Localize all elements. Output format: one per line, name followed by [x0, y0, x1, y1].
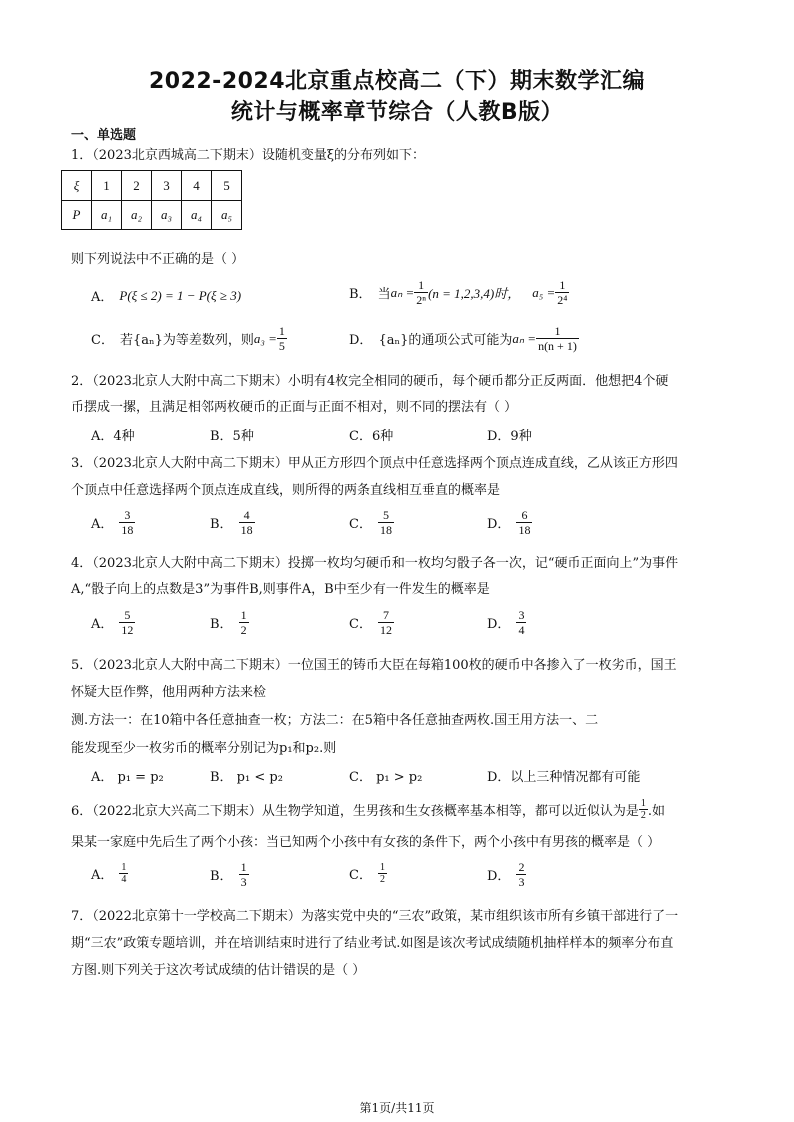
denominator: 2 [240, 623, 247, 637]
numerator: 1 [121, 862, 127, 873]
section-heading: 一、单选题 [71, 128, 137, 143]
option-label: D． [349, 333, 373, 348]
fraction [378, 608, 394, 637]
page-number: 第1页/共11页 [359, 1101, 435, 1115]
fraction [378, 508, 394, 537]
fraction [239, 860, 249, 889]
option-label: A． [91, 868, 114, 883]
option-label: D． [487, 517, 511, 532]
option-label: A． [91, 290, 114, 305]
table-cell: 4 [182, 171, 212, 201]
fraction [639, 798, 648, 821]
q3-option-a[interactable] [91, 508, 135, 537]
q3-option-b[interactable] [210, 508, 255, 537]
fraction [277, 324, 287, 353]
fraction [414, 278, 428, 307]
option-label: B． [210, 517, 233, 532]
q2-line: 2．（2023北京人大附中高二下期末）小明有4枚完全相同的硬币，每个硬币都分正反两面．他想把4个硬 [71, 374, 669, 389]
denominator: 5 [278, 339, 285, 353]
denominator: 2ⁿ [416, 293, 427, 307]
q2-option-c[interactable]: C．6种 [349, 429, 394, 444]
table-cell: a₁ [92, 201, 122, 230]
numerator: 4 [243, 508, 250, 522]
numerator: 1 [379, 862, 385, 873]
option-formula: aₙ = [390, 284, 415, 300]
fraction [239, 508, 255, 537]
q6-line [71, 798, 665, 821]
q1-option-b[interactable] [349, 278, 569, 307]
fraction [119, 608, 135, 637]
option-formula: P(ξ ≤ 2) = 1 − P(ξ ≥ 3) [119, 287, 242, 303]
q2-option-b[interactable]: B．5种 [210, 429, 254, 444]
option-formula: a₅ = [532, 284, 556, 300]
numerator: 3 [518, 608, 525, 622]
q6-option-a[interactable] [91, 862, 128, 885]
q4-option-b[interactable] [210, 608, 249, 637]
denominator: 12 [379, 623, 392, 637]
q4-line: A,“骰子向上的点数是3”为事件B,则事件A，B中至少有一件发生的概率是 [71, 582, 490, 597]
denominator: 3 [240, 875, 247, 889]
numerator: 1 [278, 324, 285, 338]
numerator: 2 [518, 860, 525, 874]
table-cell: 1 [92, 171, 122, 201]
distribution-table [61, 170, 242, 230]
q5-line: 能发现至少一枚劣币的概率分别记为p₁和p₂.则 [71, 741, 337, 756]
fraction [239, 608, 249, 637]
denominator: 18 [379, 523, 392, 537]
fraction [536, 324, 579, 353]
table-row [62, 201, 242, 230]
q2-option-a[interactable]: A．4种 [91, 429, 135, 444]
fraction [516, 860, 526, 889]
denominator: n(n + 1) [538, 339, 577, 353]
table-row [62, 171, 242, 201]
option-label: B． [210, 617, 233, 632]
q5-option-a[interactable]: A． p₁ = p₂ [91, 770, 164, 785]
q7-line: 期“三农”政策专题培训，并在培训结束时进行了结业考试.如图是该次考试成绩随机抽样样本的频率分布直 [71, 936, 674, 951]
q4-option-c[interactable] [349, 608, 394, 637]
denominator: 18 [240, 523, 253, 537]
q2-option-d[interactable]: D．9种 [487, 429, 532, 444]
option-label: C． [349, 868, 372, 883]
option-label: A． [91, 517, 114, 532]
q4-option-a[interactable] [91, 608, 135, 637]
q6-option-b[interactable] [210, 860, 249, 889]
q1-option-a[interactable] [91, 286, 241, 305]
q7-line: 7．（2022北京第十一学校高二下期末）为落实党中央的“三农”政策，某市组织该市所有乡镇干部进行了一 [71, 909, 679, 924]
numerator: 5 [382, 508, 389, 522]
option-label: C． [349, 617, 372, 632]
q6-option-c[interactable] [349, 862, 387, 885]
q5-option-c[interactable]: C． p₁ > p₂ [349, 770, 423, 785]
numerator: 7 [382, 608, 389, 622]
q5-line: 测.方法一：在10箱中各任意抽查一枚；方法二：在5箱中各任意抽查两枚.国王用方法一、二 [71, 713, 599, 728]
option-label: B． [210, 869, 233, 884]
q3-line: 3．（2023北京人大附中高二下期末）甲从正方形四个顶点中任意选择两个顶点连成直线，乙从该正方形四 [71, 456, 678, 471]
fraction [516, 608, 526, 637]
denominator: 18 [518, 523, 531, 537]
denominator: 18 [121, 523, 134, 537]
numerator: 5 [124, 608, 131, 622]
q1-option-d[interactable] [349, 324, 579, 353]
q5-line: 5．（2023北京人大附中高二下期末）一位国王的铸币大臣在每箱100枚的硬币中各掺入了一枚劣币，国王 [71, 658, 677, 673]
q1-option-c[interactable] [91, 324, 287, 353]
table-cell: a₄ [182, 201, 212, 230]
table-cell: 2 [122, 171, 152, 201]
fraction [378, 862, 387, 885]
q7-line: 方图.则下列关于这次考试成绩的估计错误的是（ ） [71, 963, 366, 978]
denominator: 2 [640, 810, 646, 821]
option-formula: (n = 1,2,3,4)时， [428, 286, 521, 301]
q3-option-d[interactable] [487, 508, 532, 537]
q2-line: 币摆成一摞，且满足相邻两枚硬币的正面与正面不相对，则不同的摆法有（ ） [71, 400, 518, 415]
q5-line: 怀疑大臣作弊，他用两种方法来检 [71, 685, 267, 700]
option-label: C． [349, 517, 372, 532]
numerator: 1 [559, 278, 566, 292]
table-cell: a₅ [212, 201, 242, 230]
q4-line: 4．（2023北京人大附中高二下期末）投掷一枚均匀硬币和一枚均匀骰子各一次，记“硬币正面向上”为事件 [71, 556, 679, 571]
option-formula: a₃ = [253, 330, 277, 346]
numerator: 6 [521, 508, 528, 522]
q1-after-table: 则下列说法中不正确的是（ ） [71, 252, 245, 267]
q6-line: 果某一家庭中先后生了两个小孩：当已知两个小孩中有女孩的条件下，两个小孩中有男孩的概率是（ ） [71, 835, 661, 850]
table-cell: a₂ [122, 201, 152, 230]
q1-stem: 1．（2023北京西城高二下期末）设随机变量ξ的分布列如下： [71, 148, 426, 163]
denominator: 4 [121, 874, 127, 885]
question-text: .如 [647, 804, 665, 819]
fraction [516, 508, 532, 537]
numerator: 1 [240, 608, 247, 622]
table-cell: ξ [62, 171, 92, 201]
q3-line: 个顶点中任意选择两个顶点连成直线，则所得的两条直线相互垂直的概率是 [71, 483, 501, 498]
table-cell: 3 [152, 171, 182, 201]
numerator: 1 [418, 278, 425, 292]
q5-option-d[interactable]: D．以上三种情况都有可能 [487, 770, 641, 785]
option-label: D． [487, 869, 511, 884]
numerator: 1 [640, 798, 646, 809]
denominator: 4 [518, 623, 525, 637]
fraction [119, 862, 128, 885]
q6-option-d[interactable] [487, 860, 526, 889]
numerator: 3 [124, 508, 131, 522]
page-subtitle: 统计与概率章节综合（人教B版） [230, 100, 564, 125]
q5-option-b[interactable]: B． p₁ < p₂ [210, 770, 283, 785]
numerator: 1 [240, 860, 247, 874]
option-label: C． [91, 333, 114, 348]
option-text: 当 [377, 287, 391, 302]
denominator: 2 [379, 874, 385, 885]
fraction [555, 278, 569, 307]
table-cell: P [62, 201, 92, 230]
fraction [119, 508, 135, 537]
denominator: 12 [121, 623, 134, 637]
option-label: D． [487, 617, 511, 632]
numerator: 1 [554, 324, 561, 338]
table-cell: a₃ [152, 201, 182, 230]
denominator: 3 [518, 875, 525, 889]
option-label: A． [91, 617, 114, 632]
question-text: 6．（2022北京大兴高二下期末）从生物学知道，生男孩和生女孩概率基本相等，都可以近似认为是 [71, 804, 639, 819]
denominator: 2⁴ [557, 293, 568, 307]
option-formula: aₙ = [512, 330, 537, 346]
option-label: B． [349, 287, 372, 302]
page-title: 2022-2024北京重点校高二（下）期末数学汇编 [148, 69, 646, 94]
option-text: 若{aₙ}为等差数列，则 [119, 333, 254, 348]
q4-option-d[interactable] [487, 608, 526, 637]
table-cell: 5 [212, 171, 242, 201]
option-text: {aₙ}的通项公式可能为 [378, 333, 513, 348]
q3-option-c[interactable] [349, 508, 394, 537]
